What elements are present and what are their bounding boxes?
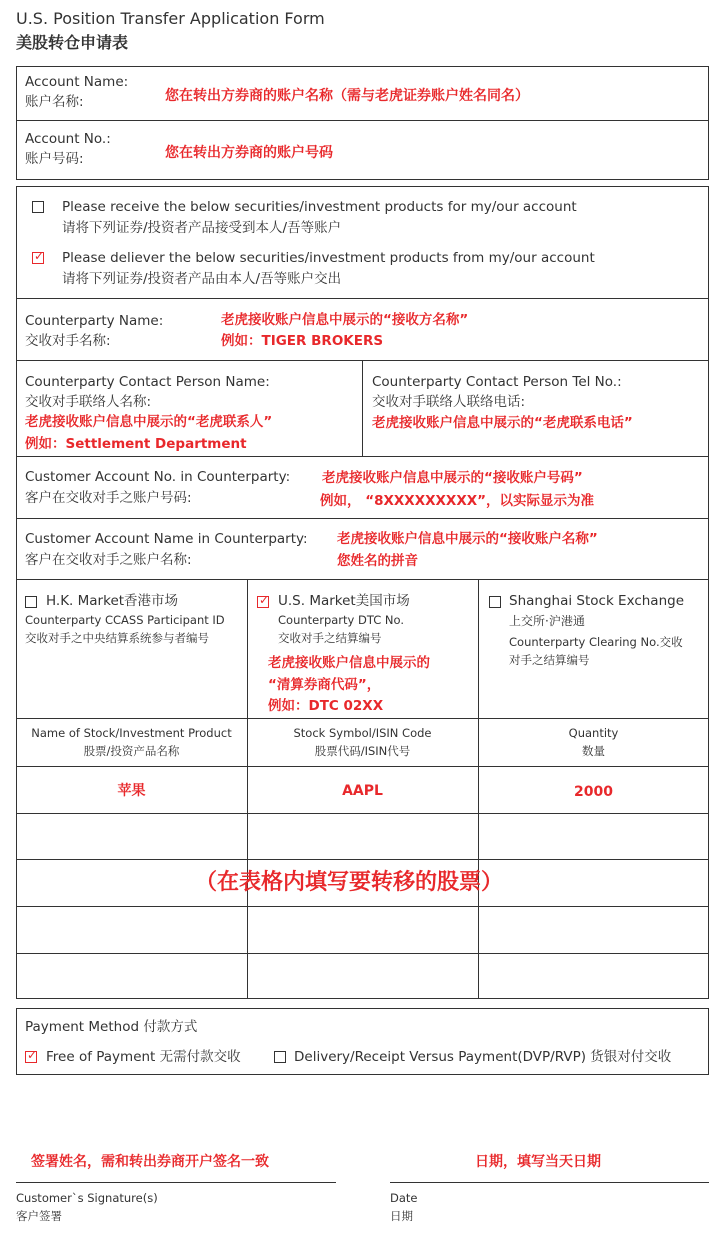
us-market-hint-1: 老虎接收账户信息中展示的 — [268, 655, 430, 671]
account-name-hint: 您在转出方券商的账户名称（需与老虎证券账户姓名同名） — [165, 88, 529, 104]
customer-acct-no-label-cn: 客户在交收对手之账户号码: — [25, 490, 192, 506]
date-label-en: Date — [390, 1191, 418, 1205]
header-quantity-en: Quantity — [568, 726, 619, 740]
counterparty-name-label-cn: 交收对手名称: — [25, 333, 111, 349]
customer-acct-no-label-en: Customer Account No. in Counterparty: — [25, 469, 291, 485]
account-no-hint: 您在转出方券商的账户号码 — [165, 145, 333, 161]
us-market-sub-en: Counterparty DTC No. — [278, 613, 404, 627]
customer-acct-no-hint: 老虎接收账户信息中展示的“接收账户号码” — [322, 470, 583, 486]
form-title-cn: 美股转仓申请表 — [16, 33, 129, 52]
date-hint: 日期，填写当天日期 — [475, 1154, 601, 1170]
counterparty-name-label-en: Counterparty Name: — [25, 313, 164, 329]
header-stock-name-en: Name of Stock/Investment Product — [31, 726, 232, 740]
fop-label: Free of Payment 无需付款交收 — [46, 1049, 241, 1065]
table-cell-stock-name[interactable]: 苹果 — [117, 783, 146, 799]
receive-label-en: Please receive the below securities/investment products for my/our account — [62, 199, 577, 215]
us-market-hint-2: “清算券商代码”， — [268, 677, 381, 693]
contact-name-label-cn: 交收对手联络人名称: — [25, 394, 152, 410]
table-overlay-note: （在表格内填写要转移的股票） — [195, 870, 504, 895]
sh-market-sub-3: 对手之结算编号 — [509, 653, 590, 667]
contact-name-hint: 老虎接收账户信息中展示的“老虎联系人” — [25, 414, 273, 430]
sh-market-checkbox[interactable] — [489, 596, 501, 608]
signature-hint: 签署姓名，需和转出券商开户签名一致 — [31, 1154, 269, 1170]
payment-method-label: Payment Method 付款方式 — [25, 1019, 198, 1035]
dvp-checkbox[interactable] — [274, 1051, 286, 1063]
signature-label-cn: 客户签署 — [16, 1209, 62, 1223]
customer-acct-no-example: 例如， “8XXXXXXXXX”，以实际显示为准 — [320, 493, 595, 509]
header-stock-symbol-en: Stock Symbol/ISIN Code — [293, 726, 432, 740]
fop-checkbox[interactable]: ✓ — [27, 1048, 38, 1062]
sh-market-sub-2: Counterparty Clearing No.交收 — [509, 635, 683, 649]
account-name-label-cn: 账户名称: — [25, 94, 84, 110]
customer-acct-name-label-cn: 客户在交收对手之账户名称: — [25, 552, 192, 568]
receive-label-cn: 请将下列证券/投资者产品接受到本人/吾等账户 — [62, 220, 342, 236]
account-no-label-cn: 账户号码: — [25, 151, 84, 167]
header-stock-symbol-cn: 股票代码/ISIN代号 — [314, 744, 411, 758]
date-label-cn: 日期 — [390, 1209, 413, 1223]
hk-market-sub-en: Counterparty CCASS Participant ID — [25, 613, 225, 627]
hk-market-label: H.K. Market香港市场 — [46, 593, 179, 609]
deliver-checkbox[interactable]: ✓ — [34, 249, 45, 263]
contact-tel-label-cn: 交收对手联络人联络电话: — [372, 394, 526, 410]
form-title-en: U.S. Position Transfer Application Form — [16, 9, 325, 28]
contact-name-example: 例如：Settlement Department — [25, 436, 247, 452]
header-stock-name-cn: 股票/投资产品名称 — [83, 744, 180, 758]
deliver-label-cn: 请将下列证券/投资者产品由本人/吾等账户交出 — [62, 271, 342, 287]
table-cell-quantity[interactable]: 2000 — [574, 784, 613, 800]
hk-market-sub-cn: 交收对手之中央结算系统参与者编号 — [25, 631, 209, 645]
customer-acct-name-example: 您姓名的拼音 — [337, 553, 418, 569]
signature-line[interactable] — [16, 1182, 336, 1183]
sh-market-sub-1: 上交所·沪港通 — [509, 614, 585, 628]
account-name-label-en: Account Name: — [25, 74, 129, 90]
sh-market-label: Shanghai Stock Exchange — [509, 593, 685, 609]
customer-acct-name-hint: 老虎接收账户信息中展示的“接收账户名称” — [337, 531, 598, 547]
table-cell-stock-symbol[interactable]: AAPL — [342, 783, 383, 799]
us-market-hint-3: 例如：DTC 02XX — [268, 698, 384, 714]
date-line[interactable] — [390, 1182, 709, 1183]
customer-acct-name-label-en: Customer Account Name in Counterparty: — [25, 531, 308, 547]
deliver-label-en: Please deliever the below securities/investment products from my/our account — [62, 250, 595, 266]
signature-label-en: Customer`s Signature(s) — [16, 1191, 158, 1205]
contact-name-label-en: Counterparty Contact Person Name: — [25, 374, 270, 390]
us-market-label: U.S. Market美国市场 — [278, 593, 410, 609]
us-market-sub-cn: 交收对手之结算编号 — [278, 631, 382, 645]
receive-checkbox[interactable] — [32, 201, 44, 213]
contact-tel-hint: 老虎接收账户信息中展示的“老虎联系电话” — [372, 415, 633, 431]
header-quantity-cn: 数量 — [582, 744, 605, 758]
account-no-label-en: Account No.: — [25, 131, 111, 147]
hk-market-checkbox[interactable] — [25, 596, 37, 608]
counterparty-name-example: 例如：TIGER BROKERS — [221, 333, 384, 349]
counterparty-name-hint: 老虎接收账户信息中展示的“接收方名称” — [221, 312, 469, 328]
contact-tel-label-en: Counterparty Contact Person Tel No.: — [372, 374, 622, 390]
dvp-label: Delivery/Receipt Versus Payment(DVP/RVP) 货银对付交收 — [294, 1049, 672, 1065]
us-market-checkbox[interactable]: ✓ — [259, 593, 270, 607]
